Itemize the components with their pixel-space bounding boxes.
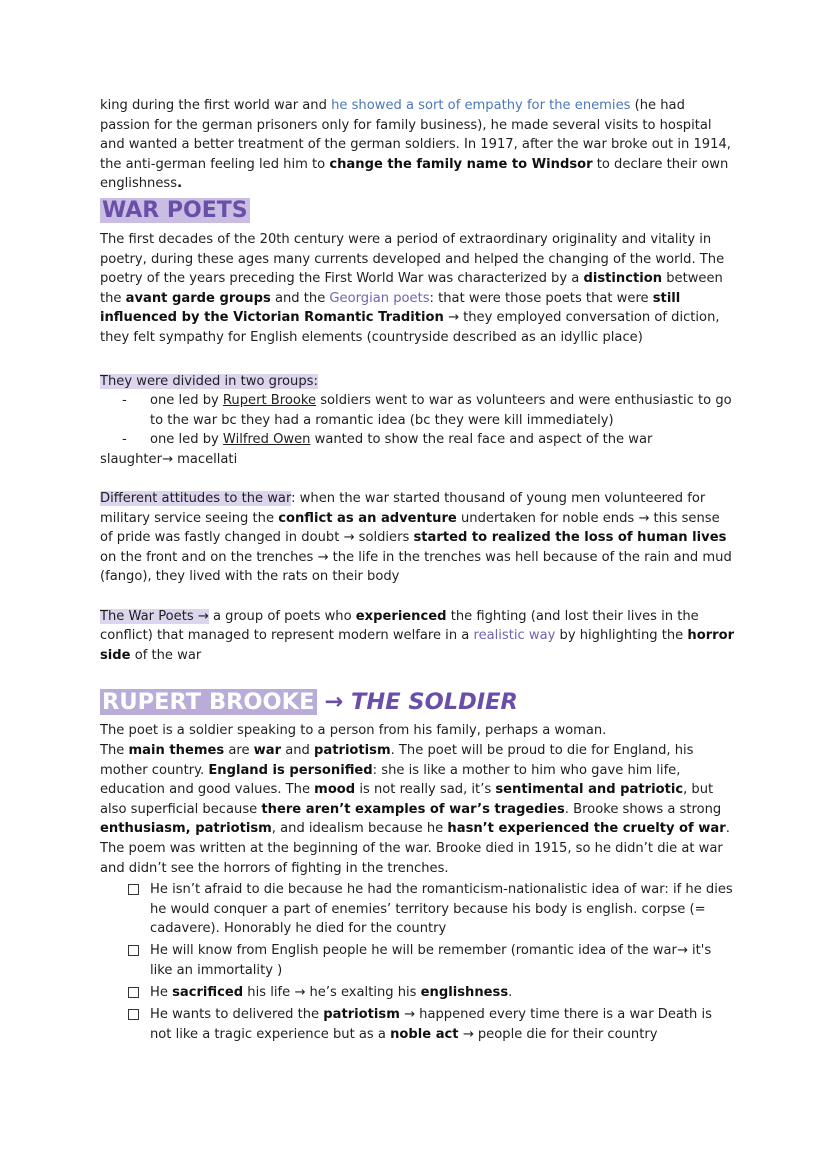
attitudes-label: Different attitudes to the war xyxy=(100,491,292,507)
bold-text: patriotism xyxy=(323,1007,400,1023)
checkbox[interactable] xyxy=(128,945,139,956)
war-poets-paragraph xyxy=(100,230,736,348)
text: . Brooke shows a strong xyxy=(564,801,722,817)
realistic-way-text: realistic way xyxy=(473,628,556,644)
groups-list xyxy=(100,391,736,450)
arrow-icon: → xyxy=(316,689,352,716)
text: The xyxy=(100,743,129,759)
bold-text: hasn’t experienced the cruelty of war xyxy=(447,821,726,837)
bold-text: horror side xyxy=(100,628,735,663)
bold-text: started to realized the loss of human lives xyxy=(413,530,727,546)
checklist-item xyxy=(128,983,736,1003)
text: He xyxy=(150,985,173,1001)
intro-bold: change the family name to Windsor xyxy=(329,156,593,172)
rupert-themes-paragraph xyxy=(100,741,736,878)
bold-text: noble act xyxy=(390,1026,459,1042)
text: and xyxy=(281,743,315,759)
text: soldiers went to war as volunteers and were enthusiastic to go to the war bc they had a romantic idea (bc they were kill immediately) xyxy=(150,393,732,428)
text: undertaken for noble ends → this sense of pride was fastly changed in doubt → soldiers xyxy=(100,510,720,546)
rupert-brooke-heading xyxy=(100,687,736,717)
list-item xyxy=(122,391,736,430)
attitudes-paragraph xyxy=(100,489,736,587)
slaughter-line: slaughter→ macellati xyxy=(100,451,238,467)
text: , and idealism because he xyxy=(271,821,448,837)
the-war-poets-paragraph xyxy=(100,607,736,666)
text: the fighting (and lost their lives in the conflict) that managed to represent modern welfare in a xyxy=(100,608,699,644)
checklist-item xyxy=(128,1005,736,1044)
text: . The poet will be proud to die for England, his mother country. xyxy=(100,743,694,778)
text: . The poem was written at the beginning of the war. Brooke died in 1915, so he didn’t die at war and didn’t see the horrors of fighting in the trenches. xyxy=(100,821,730,876)
bold-text: enthusiasm, patriotism xyxy=(100,821,272,837)
bold-text: patriotism xyxy=(314,743,391,759)
text: , but also superficial because xyxy=(100,782,714,817)
bold-text: experienced xyxy=(355,608,447,624)
bold-text: England is personified xyxy=(208,762,373,778)
text: : when the war started thousand of young men volunteered for military service seeing the xyxy=(100,491,706,526)
intro-bold-period: . xyxy=(177,176,183,192)
rupert-brooke-name: Rupert Brooke xyxy=(222,393,317,409)
text: : she is like a mother to him who gave him life, education and good values. The xyxy=(100,762,681,798)
text: The first decades of the 20th century were a period of extraordinary originality and vitality in poetry, during these ages many currents developed and helped the changing of the world. The poetry of the years preceding the First World War was characterized by a xyxy=(100,231,725,287)
checkbox[interactable] xyxy=(128,987,139,998)
checklist-item xyxy=(128,941,736,980)
text: are xyxy=(224,743,254,759)
the-soldier-title: THE SOLDIER xyxy=(351,689,518,716)
text: and the xyxy=(270,290,330,306)
bold-text: distinction xyxy=(583,271,663,287)
checklist-text: He will know from English people he will be remember (romantic idea of the war→ it's like an immortality ) xyxy=(150,943,712,979)
bold-text: avant garde groups xyxy=(125,290,271,306)
war-poets-heading-text: WAR POETS xyxy=(102,197,248,223)
text: of the war xyxy=(130,647,202,663)
intro-paragraph xyxy=(100,96,736,194)
the-war-poets-label: The War Poets → xyxy=(100,608,209,624)
checklist xyxy=(100,880,736,1044)
bold-text: main themes xyxy=(128,743,225,759)
text: a group of poets who xyxy=(208,608,356,624)
text: one led by xyxy=(150,393,223,409)
text: : that were those poets that were xyxy=(429,290,653,306)
rupert-intro-line: The poet is a soldier speaking to a person from his family, perhaps a woman. xyxy=(100,723,607,739)
empathy-link-text: he showed a sort of empathy for the enemies xyxy=(331,98,631,113)
bold-text: mood xyxy=(314,782,356,798)
colon: : xyxy=(313,373,318,389)
text: between the xyxy=(100,271,723,306)
checklist-text: He isn’t afraid to die because he had the romanticism-nationalistic idea of war: if he dies he would conquer a part of enemies’ territory because his body is english. corpse (= cadavere). Honorably he died for the country xyxy=(150,882,733,937)
intro-text: to declare their own englishness xyxy=(100,156,729,192)
intro-text: king during the first world war and xyxy=(100,98,332,113)
georgian-poets-text: Georgian poets xyxy=(329,290,430,306)
text: → happened every time there is a war Death is not like a tragic experience but as a xyxy=(150,1007,712,1042)
list-item xyxy=(122,430,736,450)
text: → people die for their country xyxy=(458,1026,658,1042)
intro-text: (he had passion for the german prisoners only for family business), he made several visits to hospital and wanted a better treatment of the german soldiers. In 1917, after the war broke out in 1914, the anti-german feeling led him to xyxy=(100,98,731,172)
bold-text: englishness xyxy=(420,985,509,1001)
groups-label-line xyxy=(100,372,736,392)
text: by highlighting the xyxy=(555,628,688,644)
bold-text: sentimental and patriotic xyxy=(495,782,684,798)
war-poets-heading xyxy=(100,196,736,226)
dash-bullet: - xyxy=(122,432,127,448)
checkbox[interactable] xyxy=(128,1009,139,1020)
text: wanted to show the real face and aspect of the war xyxy=(310,432,653,448)
text: one led by xyxy=(150,432,223,448)
text: He wants to delivered the xyxy=(150,1007,324,1023)
checkbox[interactable] xyxy=(128,884,139,895)
groups-label: They were divided in two groups xyxy=(100,373,314,389)
text: → they employed conversation of diction, they felt sympathy for English elements (countryside described as an idyllic place) xyxy=(100,310,720,345)
dash-bullet: - xyxy=(122,393,127,409)
text: . xyxy=(508,985,513,1001)
bold-text: conflict as an adventure xyxy=(278,510,457,526)
bold-text: there aren’t examples of war’s tragedies xyxy=(261,801,565,817)
checklist-item xyxy=(128,880,736,939)
text: his life → he’s exalting his xyxy=(243,985,421,1001)
wilfred-owen-name: Wilfred Owen xyxy=(222,432,311,448)
bold-text: still influenced by the Victorian Romantic Tradition xyxy=(100,290,681,326)
text: is not really sad, it’s xyxy=(355,782,496,798)
text: on the front and on the trenches → the life in the trenches was hell because of the rain and mud (fango), they lived with the rats on their body xyxy=(100,549,732,585)
bold-text: war xyxy=(253,743,282,759)
bold-text: sacrificed xyxy=(172,985,244,1001)
rupert-brooke-heading-text: RUPERT BROOKE xyxy=(102,689,315,716)
